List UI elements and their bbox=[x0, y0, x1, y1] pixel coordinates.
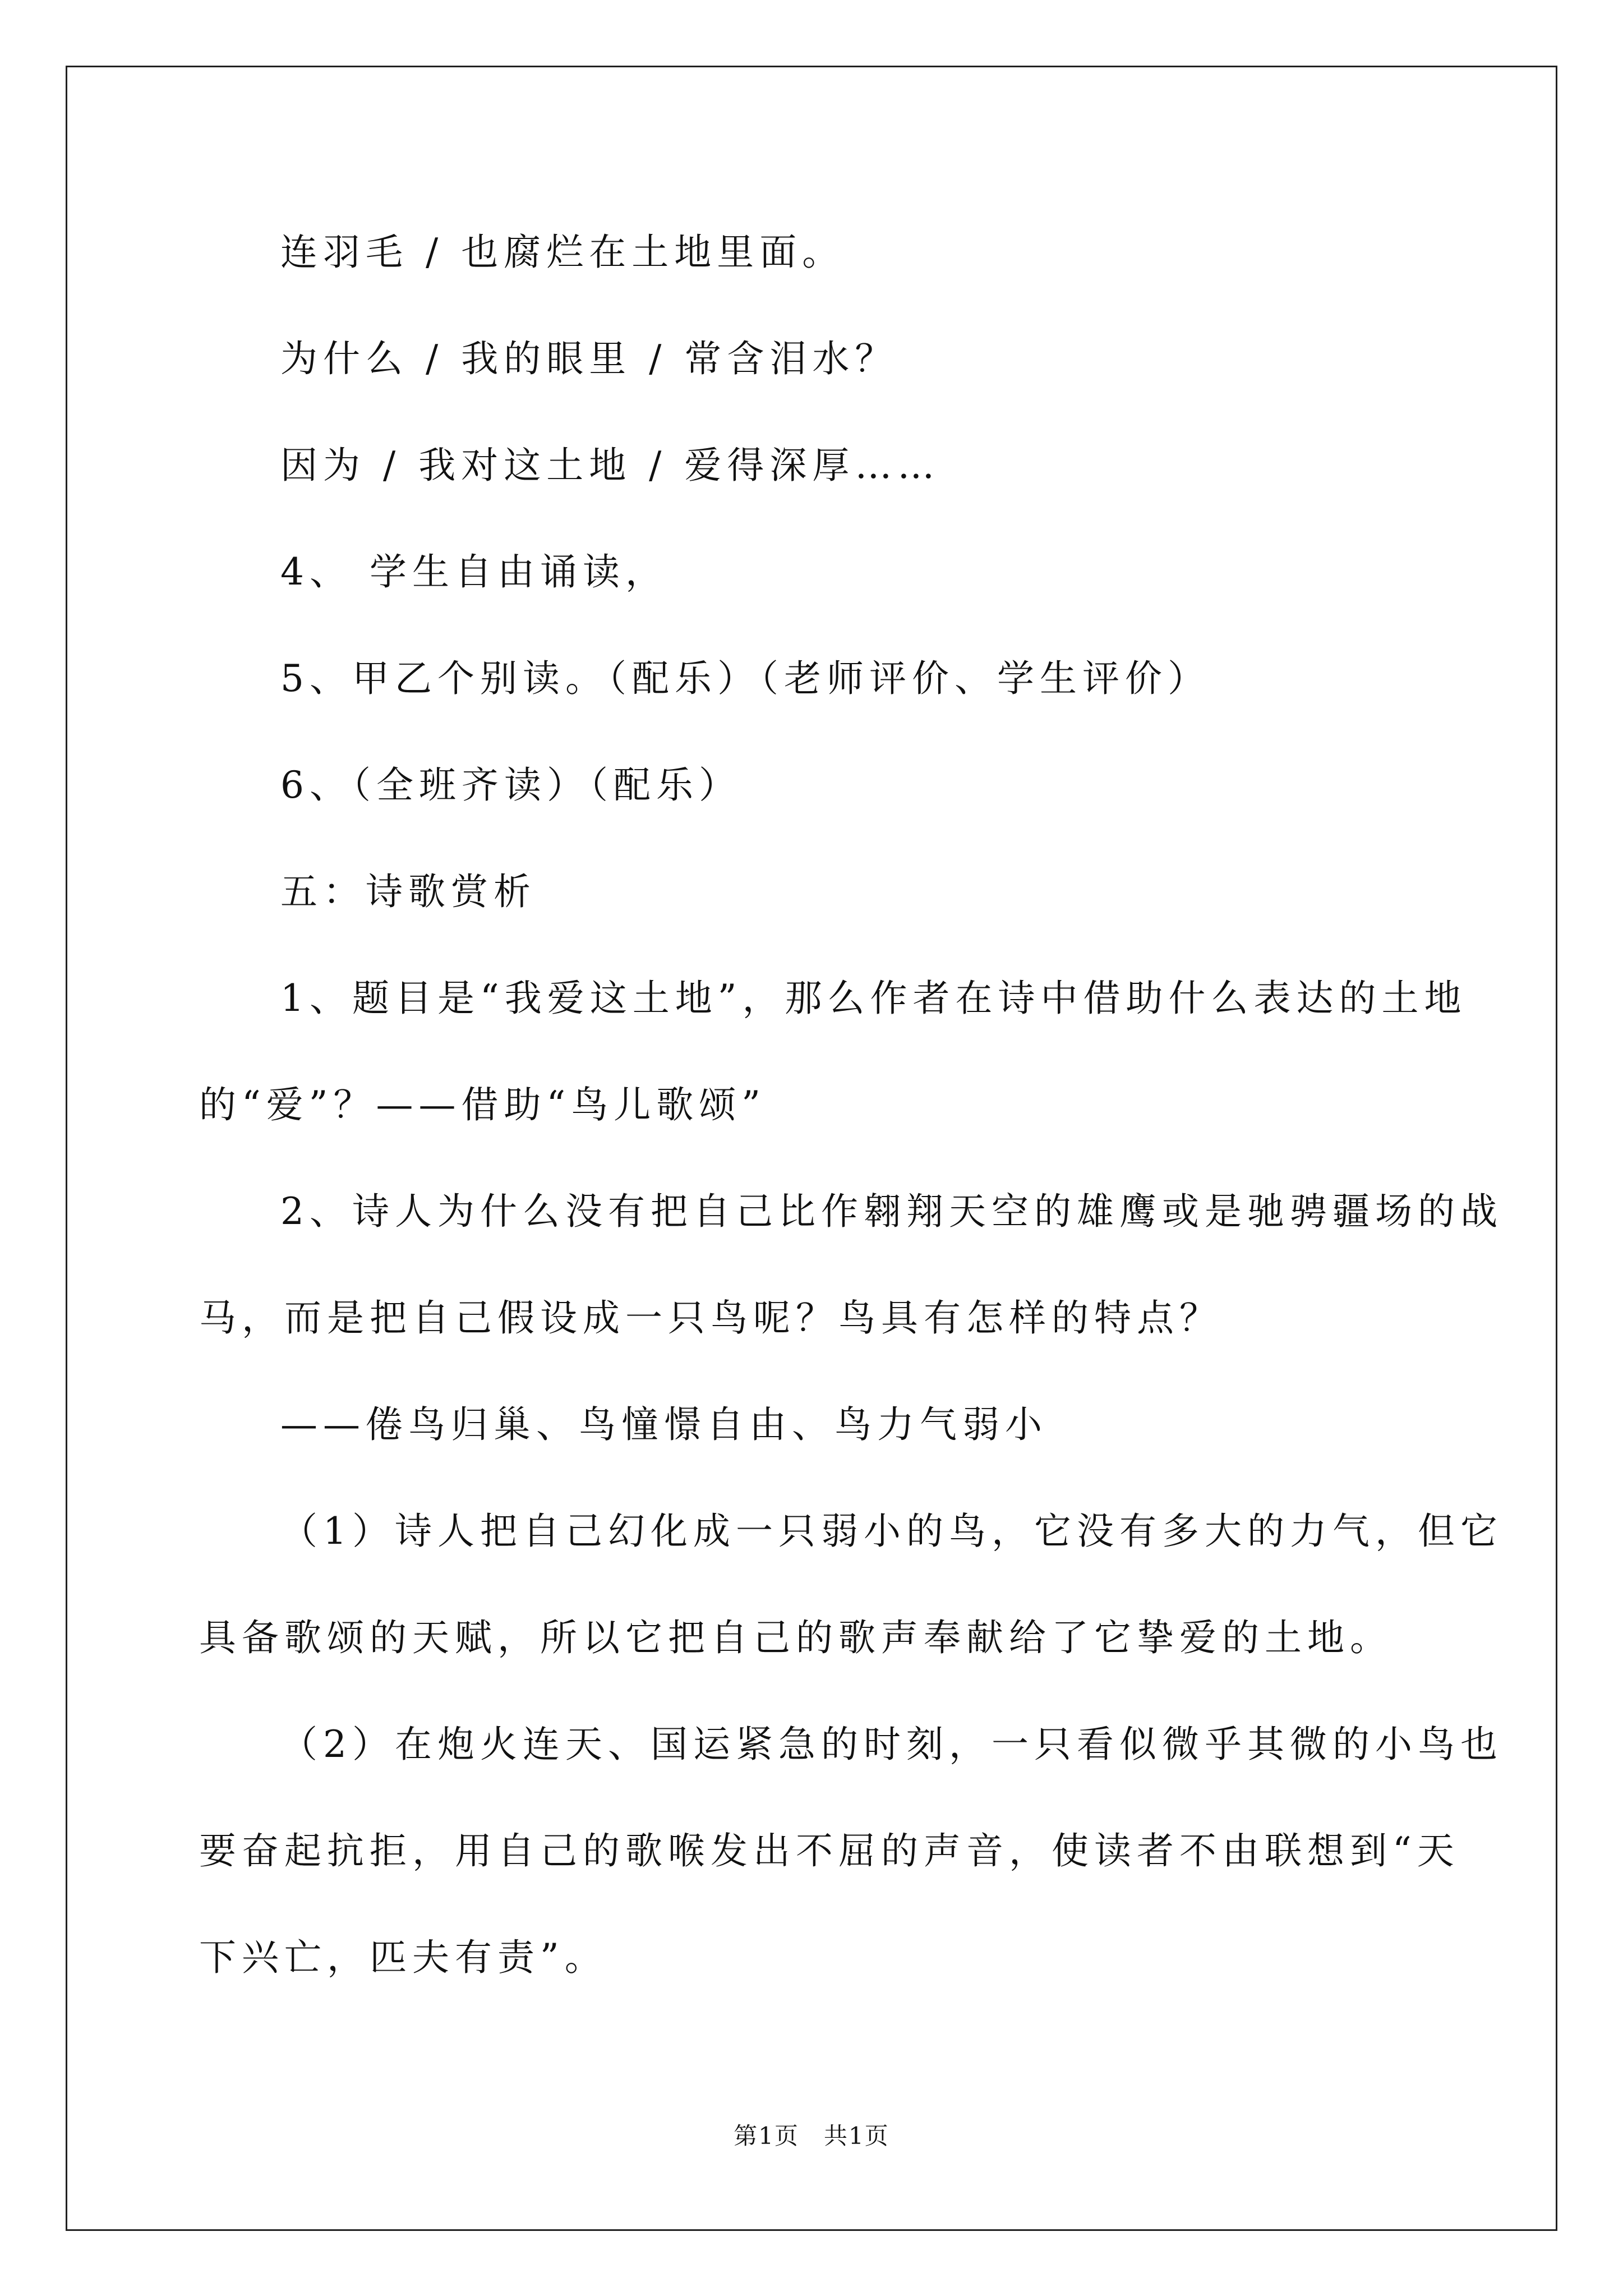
answer-line: 具备歌颂的天赋，所以它把自己的歌声奉献给了它挚爱的土地。 bbox=[199, 1616, 1393, 1659]
answer-line: （1）诗人把自己幻化成一只弱小的鸟，它没有多大的力气，但它 bbox=[280, 1510, 1503, 1553]
poem-line: 为什么 / 我的眼里 / 常含泪水？ bbox=[280, 337, 898, 380]
step-item: 5、甲乙个别读。（配乐）（老师评价、学生评价） bbox=[280, 657, 1210, 700]
answer-line: ——倦鸟归巢、鸟憧憬自由、鸟力气弱小 bbox=[280, 1403, 1048, 1446]
poem-line: 因为 / 我对这土地 / 爱得深厚…… bbox=[280, 444, 940, 487]
step-item: 4、 学生自由诵读， bbox=[280, 550, 668, 593]
answer-line: 要奋起抗拒，用自己的歌喉发出不屈的声音，使读者不由联想到“天 bbox=[199, 1829, 1460, 1872]
step-item: 6、（全班齐读）（配乐） bbox=[280, 763, 741, 807]
poem-line: 连羽毛 / 也腐烂在土地里面。 bbox=[280, 231, 845, 274]
section-heading: 五：诗歌赏析 bbox=[280, 870, 536, 913]
question-line: 马，而是把自己假设成一只鸟呢？鸟具有怎样的特点？ bbox=[199, 1296, 1222, 1340]
page-border bbox=[66, 66, 1557, 2231]
question-line: 1、题目是“我爱这土地”，那么作者在诗中借助什么表达的土地 bbox=[280, 977, 1467, 1020]
question-line: 的“爱”？——借助“鸟儿歌颂” bbox=[199, 1083, 766, 1126]
question-line: 2、诗人为什么没有把自己比作翱翔天空的雄鹰或是驰骋疆场的战 bbox=[280, 1190, 1503, 1233]
answer-line: （2）在炮火连天、国运紧急的时刻，一只看似微乎其微的小鸟也 bbox=[280, 1723, 1503, 1766]
answer-line: 下兴亡，匹夫有责”。 bbox=[199, 1936, 607, 1979]
page-footer: 第1页 共1页 bbox=[734, 2122, 889, 2150]
